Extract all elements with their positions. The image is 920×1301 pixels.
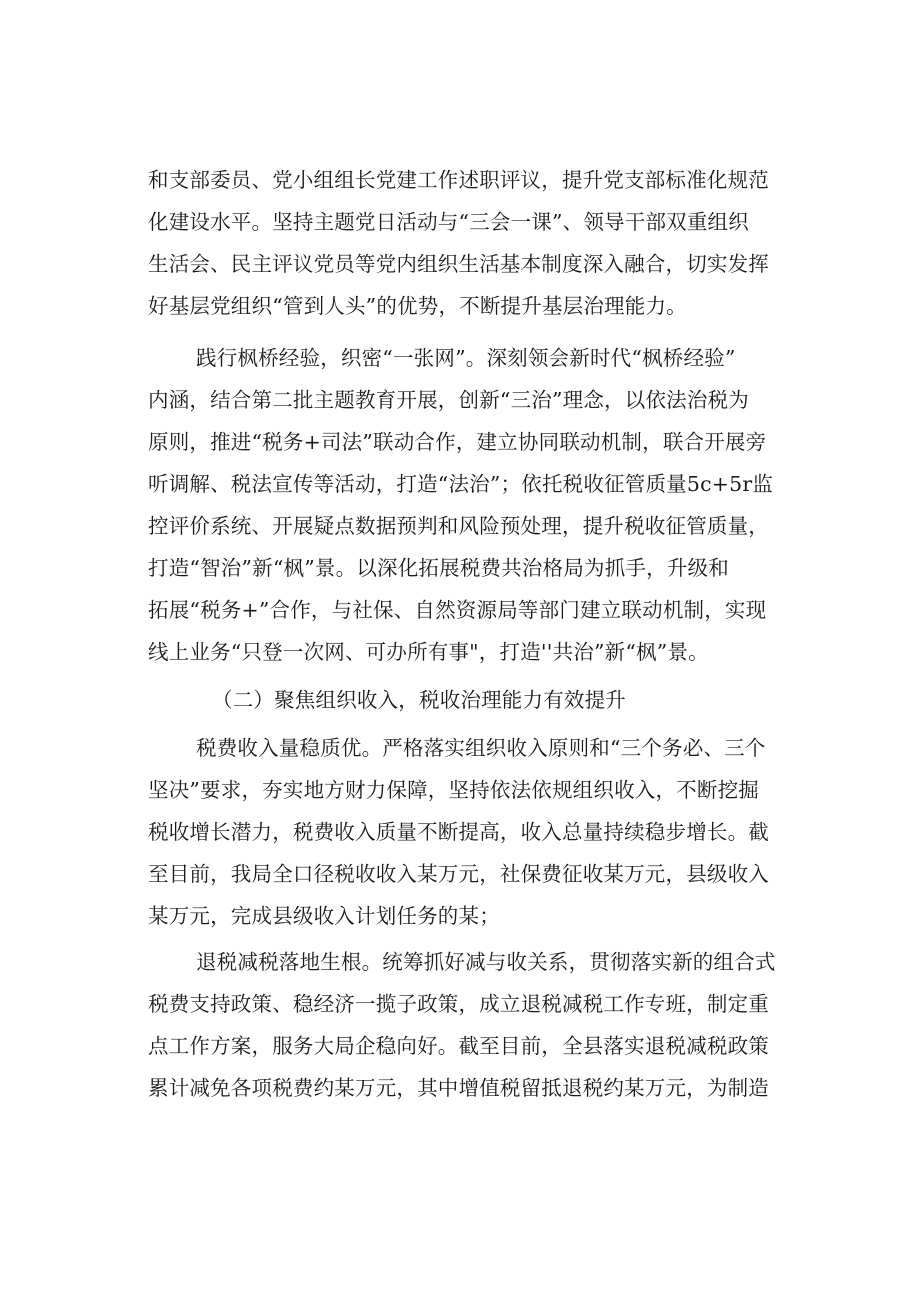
text-line — [0, 812, 920, 852]
text-line — [0, 1026, 920, 1066]
line-text: 内涵，结合第二批主题教育开展，创新“三治”理念，以依法治税为 — [148, 388, 749, 412]
line-text: 税费收入量稳质优。严格落实组织收入原则和“三个务必、三个 — [196, 736, 766, 760]
text-line — [0, 202, 920, 242]
paragraph-first-line — [0, 338, 920, 378]
paragraph-first-line — [0, 728, 920, 768]
line-text: 好基层党组织“管到人头”的优势，不断提升基层治理能力。 — [148, 294, 687, 318]
text-line — [0, 984, 920, 1024]
text-line — [0, 506, 920, 546]
text-line — [0, 286, 920, 326]
text-line — [0, 854, 920, 894]
line-text: 听调解、税法宣传等活动，打造“法治”；依托税收征管质量5c+5r监 — [148, 472, 774, 496]
line-text: 累计减免各项税费约某万元，其中增值税留抵退税约某万元，为制造 — [148, 1076, 769, 1100]
line-text: 拓展“税务+”合作，与社保、自然资源局等部门建立联动机制，实现 — [148, 598, 767, 622]
text-line — [0, 380, 920, 420]
text-line — [0, 548, 920, 588]
text-line — [0, 770, 920, 810]
line-text: 线上业务“只登一次网、可办所有事"，打造''共治”新“枫”景。 — [148, 640, 709, 664]
line-text: 和支部委员、党小组组长党建工作述职评议，提升党支部标准化规范 — [148, 168, 769, 192]
text-line — [0, 590, 920, 630]
text-line — [0, 244, 920, 284]
section-heading — [0, 680, 920, 720]
section-heading-text: （二）聚焦组织收入，税收治理能力有效提升 — [212, 688, 626, 712]
text-line — [0, 464, 920, 504]
line-text: 践行枫桥经验，织密“一张网”。深刻领会新时代“枫桥经验” — [196, 346, 736, 370]
line-text: 化建设水平。坚持主题党日活动与“三会一课”、领导干部双重组织 — [148, 210, 749, 234]
text-line — [0, 632, 920, 672]
line-text: 某万元，完成县级收入计划任务的某； — [148, 904, 500, 928]
line-text: 退税减税落地生根。统筹抓好减与收关系，贯彻落实新的组合式 — [196, 950, 776, 974]
line-text: 税收增长潜力，税费收入质量不断提高，收入总量持续稳步增长。截 — [148, 820, 769, 844]
text-line — [0, 422, 920, 462]
line-text: 坚决”要求，夯实地方财力保障，坚持依法依规组织收入，不断挖掘 — [148, 778, 759, 802]
line-text: 税费支持政策、稳经济一揽子政策，成立退税减税工作专班，制定重 — [148, 992, 769, 1016]
line-text: 生活会、民主评议党员等党内组织生活基本制度深入融合，切实发挥 — [148, 252, 769, 276]
text-line — [0, 896, 920, 936]
line-text: 至目前，我局全口径税收收入某万元，社保费征收某万元，县级收入 — [148, 862, 769, 886]
line-text: 点工作方案，服务大局企稳向好。截至目前，全县落实退税减税政策 — [148, 1034, 769, 1058]
text-line — [0, 160, 920, 200]
text-line — [0, 1068, 920, 1108]
line-text: 控评价系统、开展疑点数据预判和风险预处理，提升税收征管质量， — [148, 514, 769, 538]
paragraph-first-line — [0, 942, 920, 982]
line-text: 打造“智治”新“枫”景。以深化拓展税费共治格局为抓手，升级和 — [148, 556, 729, 580]
line-text: 原则，推进“税务+司法”联动合作，建立协同联动机制，联合开展旁 — [148, 430, 767, 454]
